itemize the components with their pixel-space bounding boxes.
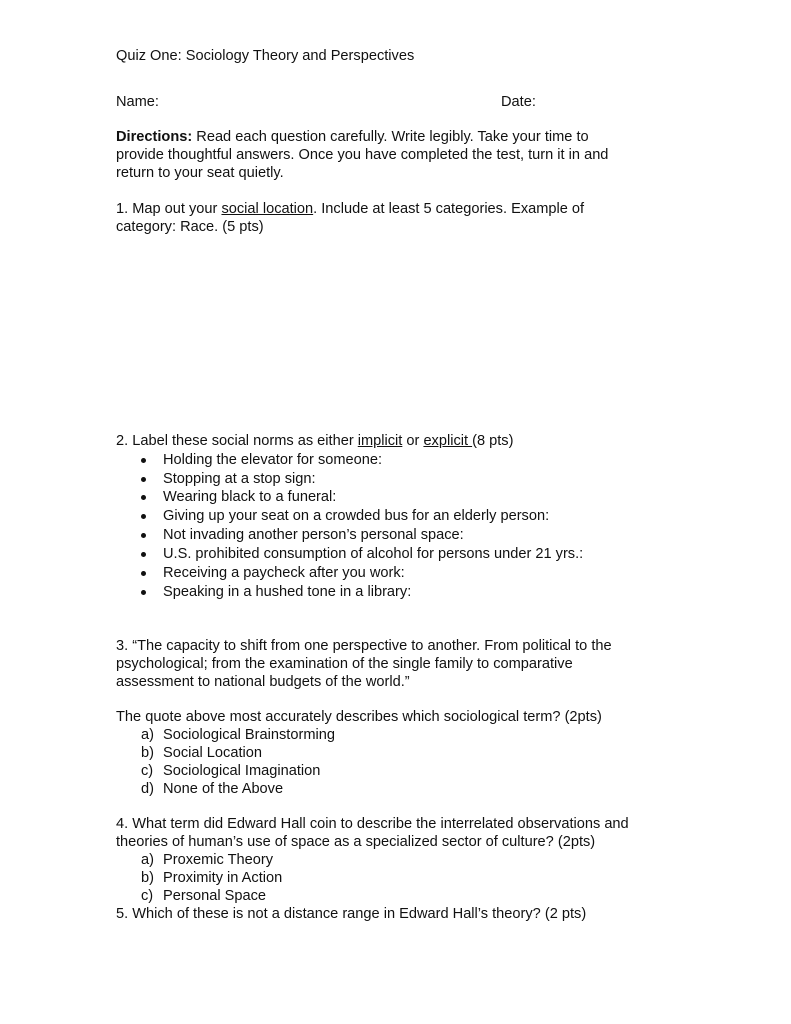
- option-text: Sociological Brainstorming: [163, 727, 335, 743]
- q1-pre: 1. Map out your: [116, 201, 222, 217]
- explicit-term: explicit: [423, 433, 473, 449]
- date-label: Date:: [501, 94, 536, 110]
- option-letter: a): [141, 727, 154, 743]
- q2-post: (8 pts): [472, 433, 514, 449]
- q3-question: The quote above most accurately describes which sociological term? (2pts): [116, 709, 602, 725]
- q1-line-1: [116, 200, 584, 218]
- bullet-icon: [141, 514, 146, 519]
- norm-item-text: Giving up your seat on a crowded bus for an elderly person:: [163, 508, 550, 524]
- directions-label: Directions:: [116, 129, 193, 145]
- directions-line-2: provide thoughtful answers. Once you have completed the test, turn it in and: [116, 147, 609, 163]
- option-text: Sociological Imagination: [163, 763, 321, 779]
- option-text: Personal Space: [163, 888, 267, 904]
- norm-item-text: Wearing black to a funeral:: [163, 489, 337, 505]
- norm-item-text: Stopping at a stop sign:: [163, 471, 316, 487]
- option-text: Social Location: [163, 745, 262, 761]
- q4-line-1: 4. What term did Edward Hall coin to describe the interrelated observations and: [116, 816, 629, 832]
- q3-quote-line-2: psychological; from the examination of the single family to comparative: [116, 656, 573, 672]
- bullet-icon: [141, 533, 146, 538]
- q2-pre: 2. Label these social norms as either: [116, 433, 358, 449]
- option-letter: a): [141, 852, 154, 868]
- q2-mid: or: [402, 433, 424, 449]
- q1-post: . Include at least 5 categories. Example of: [313, 201, 585, 217]
- option-text: Proximity in Action: [163, 870, 283, 886]
- norm-item-text: Holding the elevator for someone:: [163, 452, 383, 468]
- q3-quote-line-3: assessment to national budgets of the world.”: [116, 674, 410, 690]
- option-text: None of the Above: [163, 781, 284, 797]
- social-location-term: social location: [221, 201, 314, 217]
- bullet-icon: [141, 571, 146, 576]
- q5-line-1: 5. Which of these is not a distance range in Edward Hall’s theory? (2 pts): [116, 906, 587, 922]
- bullet-icon: [141, 458, 146, 463]
- directions-text-1: Read each question carefully. Write legibly. Take your time to: [192, 129, 589, 145]
- bullet-icon: [141, 477, 146, 482]
- norm-item-text: Not invading another person’s personal space:: [163, 527, 464, 543]
- option-letter: c): [141, 763, 154, 779]
- option-letter: c): [141, 888, 154, 904]
- bullet-icon: [141, 495, 146, 500]
- option-text: Proxemic Theory: [163, 852, 274, 868]
- norm-item-text: Receiving a paycheck after you work:: [163, 565, 405, 581]
- implicit-term: implicit: [357, 433, 403, 449]
- bullet-icon: [141, 552, 146, 557]
- q2-heading: [116, 432, 513, 450]
- q1-line-2: category: Race. (5 pts): [116, 219, 264, 235]
- directions-line-1: [116, 128, 589, 146]
- q4-line-2: theories of human’s use of space as a specialized sector of culture? (2pts): [116, 834, 596, 850]
- option-letter: b): [141, 745, 154, 761]
- norm-item-text: U.S. prohibited consumption of alcohol for persons under 21 yrs.:: [163, 546, 584, 562]
- directions-line-3: return to your seat quietly.: [116, 165, 284, 181]
- option-letter: d): [141, 781, 154, 797]
- name-label: Name:: [116, 94, 159, 110]
- norm-item-text: Speaking in a hushed tone in a library:: [163, 584, 412, 600]
- page-title: Quiz One: Sociology Theory and Perspectives: [116, 48, 415, 64]
- q3-quote-line-1: 3. “The capacity to shift from one perspective to another. From political to the: [116, 638, 612, 654]
- bullet-icon: [141, 590, 146, 595]
- option-letter: b): [141, 870, 154, 886]
